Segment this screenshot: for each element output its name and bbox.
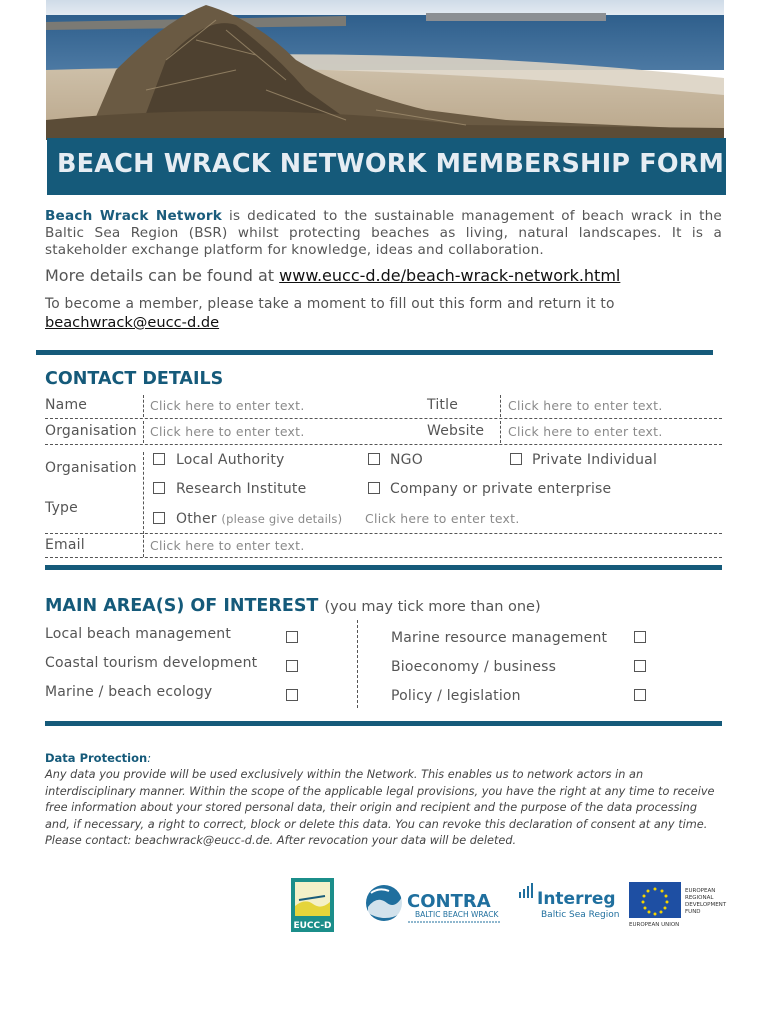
data-protection-body: Any data you provide will be used exclusively within the Network. This enables us to network actors in an interdisciplinary manner. Within the scope of the applicable legal provisions, you have the right at any time to receive free information about your stored personal data, their origin and recipient and the purpose of the data processing and, if necessary, a right to correct, block or delete this data. You can revoke this declaration of consent at any time. Please contact: beachwrack@eucc-d.de. After revocation your data will be deleted. — [45, 768, 715, 847]
org-name: Beach Wrack Network — [45, 208, 223, 224]
row-divider — [45, 533, 722, 534]
interest-marine-ecology-label: Marine / beach ecology — [45, 684, 213, 700]
separator — [500, 395, 501, 417]
website-link[interactable]: www.eucc-d.de/beach-wrack-network.html — [279, 266, 621, 285]
name-label: Name — [45, 397, 88, 413]
interest-heading — [45, 596, 541, 616]
separator — [143, 395, 144, 417]
private-individual-checkbox[interactable] — [510, 453, 522, 465]
other-label — [176, 511, 342, 527]
eucc-logo — [291, 878, 334, 932]
eu-fund-line-4: FUND — [685, 909, 701, 915]
row-divider — [45, 557, 722, 558]
contra-logo-text: CONTRA — [407, 891, 491, 912]
organisation-input[interactable]: Click here to enter text. — [150, 424, 305, 439]
other-note: (please give details) — [221, 512, 343, 526]
title-banner — [47, 138, 726, 195]
interest-marine-ecology-checkbox[interactable] — [286, 689, 298, 701]
intro-text: is dedicated to the sustainable management of beach wrack in the Baltic Sea Region (BSR) whilst protecting beaches as living, natural landscapes. It is a stakeholder exchange platform for knowledge, ideas and collaboration. — [45, 208, 722, 258]
interest-marine-resource-label: Marine resource management — [391, 630, 608, 646]
eu-fund-line-2: REGIONAL — [685, 895, 714, 901]
email-label: Email — [45, 537, 85, 553]
interreg-logo-text: Interreg — [537, 889, 616, 909]
name-input[interactable]: Click here to enter text. — [150, 398, 305, 413]
research-institute-label: Research Institute — [176, 481, 307, 497]
page-title: BEACH WRACK NETWORK MEMBERSHIP FORM — [57, 149, 725, 179]
contact-details-heading: CONTACT DETAILS — [45, 369, 224, 389]
eu-flag-logo — [629, 882, 729, 928]
email-link[interactable]: beachwrack@eucc-d.de — [45, 314, 220, 331]
title-label: Title — [427, 397, 459, 413]
local-authority-checkbox[interactable] — [153, 453, 165, 465]
org-type-label-line1: Organisation — [45, 460, 137, 476]
separator — [143, 421, 144, 443]
row-divider — [45, 444, 722, 445]
details-prefix: More details can be found at — [45, 266, 280, 285]
column-separator — [357, 620, 358, 708]
divider — [36, 350, 713, 355]
separator — [143, 535, 144, 557]
divider — [45, 565, 722, 570]
email-input[interactable]: Click here to enter text. — [150, 538, 305, 553]
local-authority-label: Local Authority — [176, 452, 285, 468]
data-protection-title — [45, 751, 151, 765]
ngo-checkbox[interactable] — [368, 453, 380, 465]
interest-subtitle: (you may tick more than one) — [324, 599, 541, 615]
eu-union-text: EUROPEAN UNION — [629, 922, 680, 928]
contra-logo-subtext: BALTIC BEACH WRACK — [415, 910, 499, 919]
interest-marine-resource-checkbox[interactable] — [634, 631, 646, 643]
title-input[interactable]: Click here to enter text. — [508, 398, 663, 413]
row-divider — [45, 418, 722, 419]
organisation-label: Organisation — [45, 423, 137, 439]
separator — [143, 452, 144, 534]
other-details-input[interactable]: Click here to enter text. — [365, 511, 520, 526]
interest-bioeconomy-label: Bioeconomy / business — [391, 659, 557, 675]
interreg-logo — [517, 880, 629, 924]
research-institute-checkbox[interactable] — [153, 482, 165, 494]
interest-coastal-tourism-label: Coastal tourism development — [45, 655, 258, 671]
interest-coastal-tourism-checkbox[interactable] — [286, 660, 298, 672]
eu-fund-line-3: DEVELOPMENT — [685, 902, 727, 908]
interest-bioeconomy-checkbox[interactable] — [634, 660, 646, 672]
interest-title: MAIN AREA(S) OF INTEREST — [45, 596, 319, 616]
eucc-logo-text: EUCC-D — [293, 921, 332, 931]
intro-paragraph — [45, 208, 722, 259]
interest-policy-label: Policy / legislation — [391, 688, 521, 704]
other-checkbox[interactable] — [153, 512, 165, 524]
website-input[interactable]: Click here to enter text. — [508, 424, 663, 439]
interest-local-beach-checkbox[interactable] — [286, 631, 298, 643]
org-type-label-line2: Type — [45, 500, 78, 516]
website-label: Website — [427, 423, 485, 439]
divider — [45, 721, 722, 726]
separator — [500, 421, 501, 443]
become-member-text: To become a member, please take a moment to fill out this form and return it to — [45, 296, 615, 312]
company-label: Company or private enterprise — [390, 481, 612, 497]
private-individual-label: Private Individual — [532, 452, 658, 468]
header-photo — [46, 0, 724, 140]
details-line — [45, 266, 620, 285]
interreg-logo-subtext: Baltic Sea Region — [541, 910, 620, 920]
data-protection-colon: : — [147, 751, 152, 765]
ngo-label: NGO — [390, 452, 423, 468]
interest-policy-checkbox[interactable] — [634, 689, 646, 701]
data-protection-title-text: Data Protection — [45, 751, 148, 765]
other-text: Other — [176, 511, 217, 527]
interest-local-beach-label: Local beach management — [45, 626, 232, 642]
company-checkbox[interactable] — [368, 482, 380, 494]
eu-fund-line-1: EUROPEAN — [685, 888, 716, 894]
contra-logo — [365, 883, 505, 927]
